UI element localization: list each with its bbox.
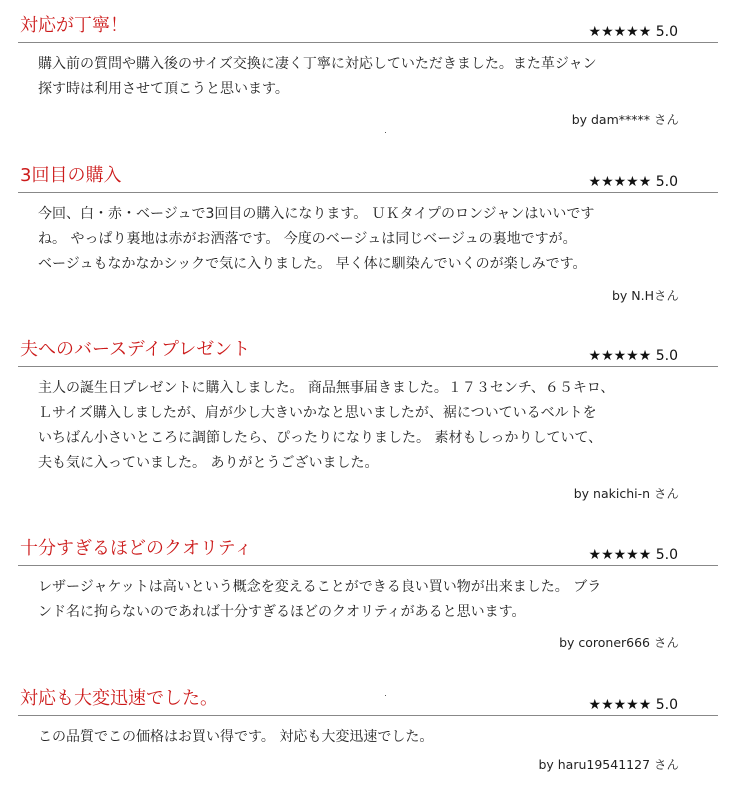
review-card: [0, 164, 735, 304]
reviewer-byline: by N.Hさん: [611, 288, 679, 303]
review-body: [38, 575, 698, 625]
divider: [18, 192, 718, 193]
review-body: [38, 52, 698, 102]
review-line: ベージュもなかなかシックで気に入りました。 早く体に馴染んでいくのが楽しみです。: [38, 256, 587, 272]
decorative-dot: [385, 695, 386, 696]
review-title: 対応が丁寧！: [20, 15, 128, 36]
decorative-dot: [385, 132, 386, 133]
review-title: 十分すぎるほどのクオリティ: [20, 538, 253, 559]
review-body: [38, 376, 698, 476]
review-card: [0, 14, 735, 127]
review-line: 探す時は利用させて頂こうと思います。: [38, 81, 289, 97]
reviewer-byline: by nakichi-n さん: [573, 486, 679, 501]
divider: [18, 565, 718, 566]
review-body: [38, 725, 698, 750]
divider: [18, 42, 718, 43]
star-rating: ★★★★★ 5.0: [588, 174, 678, 190]
review-line: 主人の誕生日プレゼントに購入しました。 商品無事届きました。１７３センチ、６５キロ、: [38, 380, 615, 396]
star-rating: ★★★★★ 5.0: [588, 697, 678, 713]
review-title: 対応も大変迅速でした。: [20, 688, 218, 709]
review-line: この品質でこの価格はお買い得です。 対応も大変迅速でした。: [38, 729, 434, 745]
review-line: Ｌサイズ購入しましたが、肩が少し大きいかなと思いましたが、裾についているベルトを: [38, 405, 597, 421]
review-card: [0, 537, 735, 652]
reviewer-byline: by coroner666 さん: [559, 635, 679, 650]
review-line: 購入前の質問や購入後のサイズ交換に凄く丁寧に対応していただきました。また革ジャン: [38, 56, 597, 72]
star-rating: ★★★★★ 5.0: [588, 547, 678, 563]
review-line: ね。 やっぱり裏地は赤がお洒落です。 今度のベージュは同じベージュの裏地ですが。: [38, 231, 577, 247]
reviewer-byline: by haru19541127 さん: [538, 757, 679, 772]
review-title: 3回目の購入: [20, 165, 122, 186]
review-line: ンド名に拘らないのであれば十分すぎるほどのクオリティがあると思います。: [38, 604, 526, 620]
divider: [18, 366, 718, 367]
review-line: 夫も気に入っていました。 ありがとうございました。: [38, 455, 379, 471]
review-card: [0, 687, 735, 792]
divider: [18, 715, 718, 716]
review-body: [38, 202, 698, 277]
review-title: 夫へのバースデイプレゼント: [20, 339, 251, 360]
review-line: レザージャケットは高いという概念を変えることができる良い買い物が出来ました。 ブラ: [38, 579, 602, 595]
review-line: 今回、白・赤・ベージュで3回目の購入になります。 ＵＫタイプのロンジャンはいいです: [38, 206, 595, 222]
star-rating: ★★★★★ 5.0: [588, 24, 678, 40]
star-rating: ★★★★★ 5.0: [588, 348, 678, 364]
review-line: いちばん小さいところに調節したら、ぴったりになりました。 素材もしっかりしていて、: [38, 430, 603, 446]
review-card: [0, 338, 735, 503]
reviewer-byline: by dam***** さん: [571, 112, 679, 127]
